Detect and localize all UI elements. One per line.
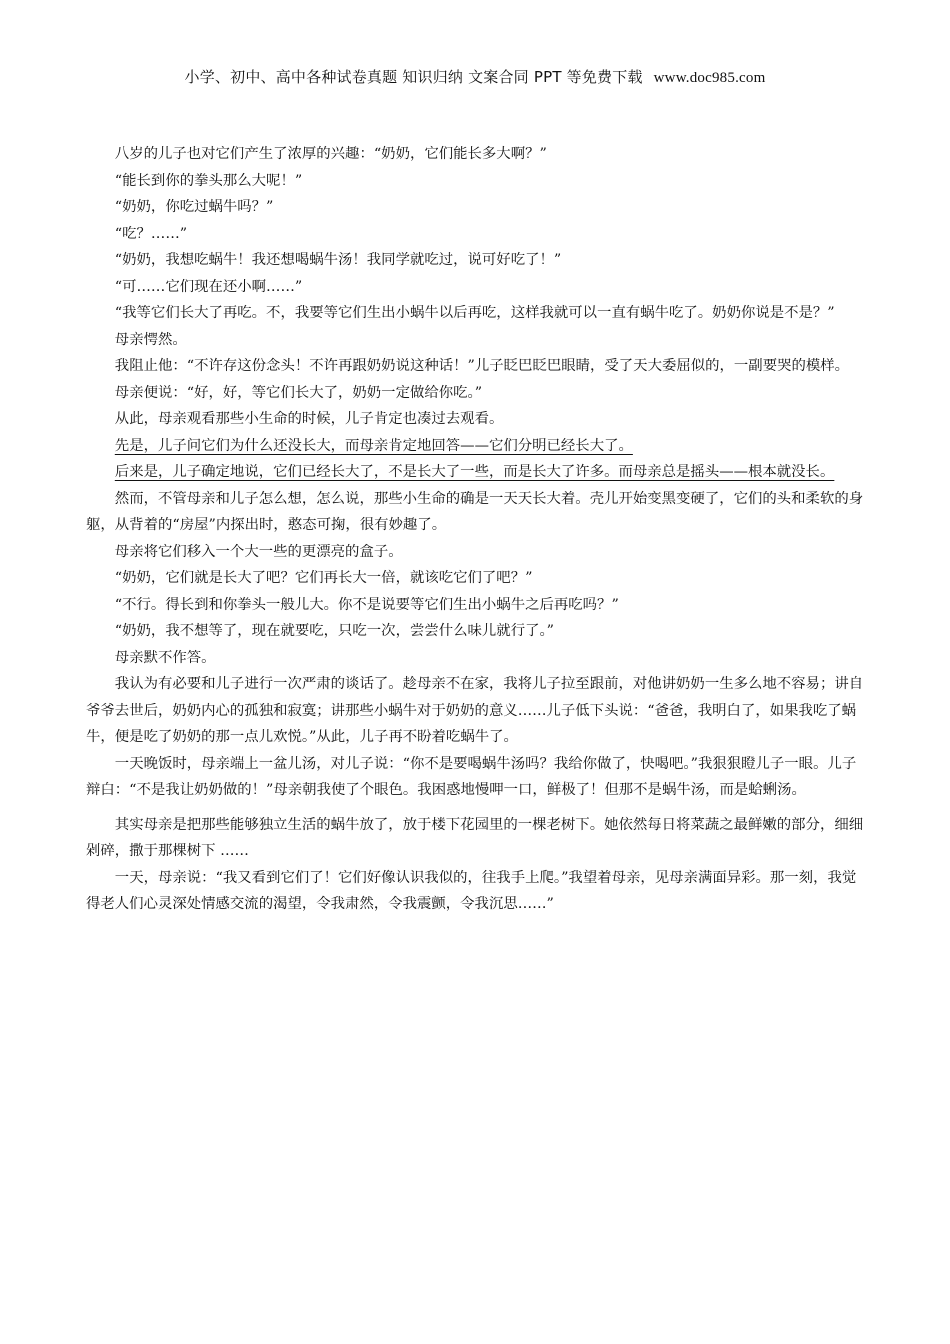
paragraph: 其实母亲是把那些能够独立生活的蜗牛放了，放于楼下花园里的一棵老树下。她依然每日将菜蔬之最鲜嫩的部分，细细剁碎，撒于那棵树下 …… [86,816,864,859]
header-url[interactable]: www.doc985.com [653,70,766,86]
paragraph: “能长到你的拳头那么大呢！” [114,172,303,189]
paragraph: “奶奶，你吃过蜗牛吗？” [114,199,274,215]
paragraph: 我认为有必要和儿子进行一次严肃的谈话了。趁母亲不在家，我将儿子拉至跟前，对他讲奶奶一生多么地不容易；讲自爷爷去世后，奶奶内心的孤独和寂寞；讲那些小蜗牛对于奶奶的意义……儿子低下头说：“爸爸，我明白了，如果我吃了蜗牛，便是吃了奶奶的那一点儿欢悦。”从此，儿子再不盼着吃蜗牛了。 [86,676,864,745]
underlined-paragraph: 后来是，儿子确定地说，它们已经长大了，不是长大了一些，而是长大了许多。而母亲总是摇头——根本就没长。 [114,464,835,480]
paragraph: 八岁的儿子也对它们产生了浓厚的兴趣：“奶奶，它们能长多大啊？” [114,146,547,162]
paragraph: 一天，母亲说：“我又看到它们了！它们好像认识我似的，往我手上爬。”我望着母亲，见母亲满面异彩。那一刻，我觉得老人们心灵深处情感交流的渴望，令我肃然，令我震颤，令我沉思……” [86,869,857,912]
paragraph: 然而，不管母亲和儿子怎么想，怎么说，那些小生命的确是一天天长大着。壳儿开始变黑变硬了，它们的头和柔软的身躯，从背着的“房屋”内探出时，憨态可掬，很有妙趣了。 [86,490,864,533]
paragraph: “奶奶，我想吃蜗牛！我还想喝蜗牛汤！我同学就吃过，说可好吃了！” [114,252,562,268]
header-title: 小学、初中、高中各种试卷真题 知识归纳 文案合同 PPT 等免费下载 [184,68,643,86]
paragraph: 母亲便说：“好，好，等它们长大了，奶奶一定做给你吃。” [114,384,483,401]
paragraph: 从此，母亲观看那些小生命的时候，儿子肯定也凑过去观看。 [114,411,504,427]
article-body [86,141,866,918]
paragraph: 一天晚饭时，母亲端上一盆儿汤，对儿子说：“你不是要喝蜗牛汤吗？我给你做了，快喝吧。”我狠狠瞪儿子一眼。儿子辩白：“不是我让奶奶做的！”母亲朝我使了个眼色。我困惑地慢呷一口，鲜极了！但那不是蜗牛汤，而是蛤蜊汤。 [86,755,857,798]
underlined-paragraph: 先是，儿子问它们为什么还没长大，而母亲肯定地回答——它们分明已经长大了。 [114,437,633,454]
paragraph: “吃？……” [114,225,188,242]
paragraph: 母亲将它们移入一个大一些的更漂亮的盒子。 [114,543,403,560]
page-header [0,66,950,87]
paragraph: 母亲愕然。 [114,331,187,348]
paragraph: “我等它们长大了再吃。不，我要等它们生出小蜗牛以后再吃，这样我就可以一直有蜗牛吃了。奶奶你说是不是？” [114,305,835,321]
paragraph: 母亲默不作答。 [114,649,216,666]
paragraph: 我阻止他：“不许存这份念头！不许再跟奶奶说这种话！”儿子眨巴眨巴眼睛，受了天大委屈似的，一副要哭的模样。 [114,358,850,374]
paragraph: “奶奶，它们就是长大了吧？它们再长大一倍，就该吃它们了吧？” [114,570,533,586]
paragraph: “可……它们现在还小啊……” [114,278,303,295]
paragraph: “奶奶，我不想等了，现在就要吃，只吃一次，尝尝什么味儿就行了。” [114,623,555,639]
paragraph: “不行。得长到和你拳头一般儿大。你不是说要等它们生出小蜗牛之后再吃吗？” [114,596,619,613]
